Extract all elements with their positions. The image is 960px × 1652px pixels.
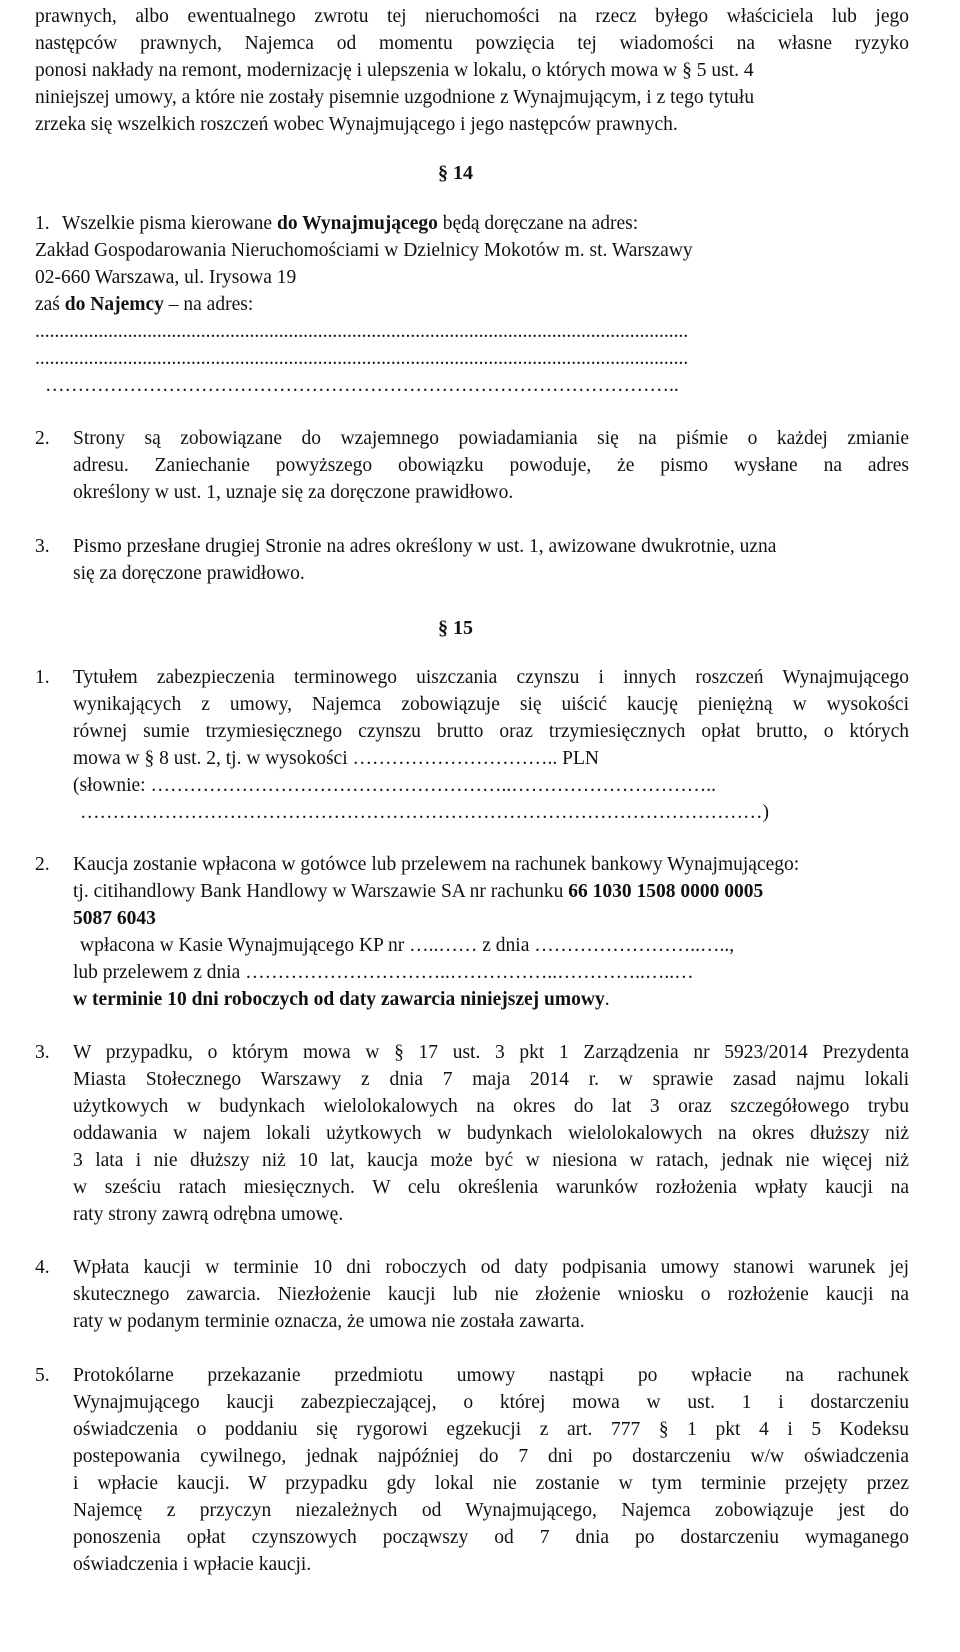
s15-item5-line2: Wynajmującego kaucji zabezpieczającej, o której mowa w ust. 1 i dostarczeniu xyxy=(73,1392,909,1413)
intro-line-1: prawnych, albo ewentualnego zwrotu tej nieruchomości na rzecz byłego właściciela lub jego xyxy=(35,6,909,27)
s15-item4-number: 4. xyxy=(35,1257,50,1278)
s14-item3-number: 3. xyxy=(35,536,50,557)
s15-item3-line5: 3 lata i nie dłuższy niż 10 lat, kaucja może być w niesiona w ratach, jednak nie więcej niż xyxy=(73,1150,909,1171)
s14-item2-line3: określony w ust. 1, uznaje się za doręczone prawidłowo. xyxy=(73,482,514,503)
intro-line-3: ponosi nakłady na remont, modernizację i ulepszenia w lokalu, o których mowa w § 5 ust. 4 xyxy=(35,60,754,81)
s15-item3-line6: w sześciu ratach miesięcznych. W celu określenia warunków rozłożenia wpłaty kaucji na xyxy=(73,1177,909,1198)
s15-item2-transfer-payment: lub przelewem z dnia …………………………..……………..…………..…..… xyxy=(73,962,694,983)
s14-item1-tenant-address: zaś do Najemcy – na adres: xyxy=(35,294,254,315)
s15-item1-line4: mowa w § 8 ust. 2, tj. w wysokości ………………………….. PLN xyxy=(73,748,599,769)
s15-item5-line1: Protokólarne przekazanie przedmiotu umowy nastąpi po wpłacie na rachunek xyxy=(73,1365,909,1386)
s14-item1-dots-3: …………………………………………………………………………………….. xyxy=(45,375,679,396)
s15-item4-line1: Wpłata kaucji w terminie 10 dni roboczych od daty podpisania umowy stanowi warunek jej xyxy=(73,1257,909,1278)
s15-item5-line5: i wpłacie kaucji. W przypadku gdy lokal nie zostanie w tym terminie przejęty przez xyxy=(73,1473,909,1494)
s15-item5-line8: oświadczenia i wpłacie kaucji. xyxy=(73,1554,312,1575)
s15-item2-deadline: w terminie 10 dni roboczych od daty zawarcia niniejszej umowy. xyxy=(73,989,610,1010)
s15-item2-number: 2. xyxy=(35,854,50,875)
s15-item2-account-end: 5087 6043 xyxy=(73,908,156,929)
intro-line-2: następców prawnych, Najemca od momentu powzięcia tej wiadomości na własne ryzyko xyxy=(35,33,909,54)
s15-item1-line2: wynikających z umowy, Najemca zobowiązuje się uiścić kaucję pieniężną w wysokości xyxy=(73,694,909,715)
s15-item2-line1: Kaucja zostanie wpłacona w gotówce lub przelewem na rachunek bankowy Wynajmującego: xyxy=(73,854,800,875)
s15-item3-line1: W przypadku, o którym mowa w § 17 ust. 3 pkt 1 Zarządzenia nr 5923/2014 Prezydenta xyxy=(73,1042,909,1063)
s15-item3-line7: raty strony zawrą odrębna umowę. xyxy=(73,1204,344,1225)
s15-item5-number: 5. xyxy=(35,1365,50,1386)
s14-item2-line1: Strony są zobowiązane do wzajemnego powiadamiania się na piśmie o każdej zmianie xyxy=(73,428,909,449)
s14-item1-address: Zakład Gospodarowania Nieruchomościami w Dzielnicy Mokotów m. st. Warszawy xyxy=(35,240,693,261)
s15-item3-number: 3. xyxy=(35,1042,50,1063)
s14-item1-line1: Wszelkie pisma kierowane do Wynajmującego będą doręczane na adres: xyxy=(62,213,639,234)
s15-item2-cash-payment: wpłacona w Kasie Wynajmującego KP nr …..…… z dnia ……………………..….., xyxy=(80,935,735,956)
s15-item4-line3: raty w podanym terminie oznacza, że umowa nie została zawarta. xyxy=(73,1311,585,1332)
section-15-heading: § 15 xyxy=(438,617,473,639)
s15-item1-line5: (słownie: ………………………………………………..………………………….. xyxy=(73,775,716,796)
section-14-heading: § 14 xyxy=(438,162,473,184)
intro-line-4: niniejszej umowy, a które nie zostały pisemnie uzgodnione z Wynajmującym, i z tego tytułu xyxy=(35,87,755,108)
intro-line-5: zrzeka się wszelkich roszczeń wobec Wynajmującego i jego następców prawnych. xyxy=(35,114,678,135)
s15-item4-line2: skutecznego zawarcia. Niezłożenie kaucji lub nie złożenie wniosku o rozłożenie kaucji na xyxy=(73,1284,909,1305)
s14-item1-dots-2: ...................................................................................................................................... xyxy=(35,348,689,369)
s15-item5-line4: postepowania cywilnego, jednak najpóźniej do 7 dni po dostarczeniu w/w oświadczenia xyxy=(73,1446,909,1467)
s15-item5-line7: ponoszenia opłat czynszowych począwszy od 7 dnia po dostarczeniu wymaganego xyxy=(73,1527,909,1548)
s15-item1-line1: Tytułem zabezpieczenia terminowego uiszczania czynszu i innych roszczeń Wynajmującego xyxy=(73,667,909,688)
s14-item2-number: 2. xyxy=(35,428,50,449)
s15-item5-line6: Najemcę z przyczyn niezależnych od Wynajmującego, Najemca zobowiązuje jest do xyxy=(73,1500,909,1521)
s15-item3-line3: użytkowych w budynkach wielolokalowych na okres do lat 3 oraz szczegółowego trybu xyxy=(73,1096,909,1117)
s15-item3-line2: Miasta Stołecznego Warszawy z dnia 7 maja 2014 r. w sprawie zasad najmu lokali xyxy=(73,1069,909,1090)
s14-item1-dots-1: ...................................................................................................................................... xyxy=(35,321,689,342)
s14-item3-line1: Pismo przesłane drugiej Stronie na adres określony w ust. 1, awizowane dwukrotnie, uzna xyxy=(73,536,777,557)
s15-item1-line3: równej sumie trzymiesięcznego czynszu brutto oraz trzymiesięcznych opłat brutto, o których xyxy=(73,721,909,742)
s15-item2-line2: tj. citihandlowy Bank Handlowy w Warszawie SA nr rachunku 66 1030 1508 0000 0005 xyxy=(73,881,764,902)
s15-item5-line3: oświadczenia o poddaniu się rygorowi egzekucji z art. 777 § 1 pkt 4 i 5 Kodeksu xyxy=(73,1419,909,1440)
s15-item1-line6: ……………………………………………………………………………………………) xyxy=(80,802,769,823)
s15-item1-number: 1. xyxy=(35,667,50,688)
s15-item3-line4: oddawania w najem lokali użytkowych w budynkach wielolokalowych na okres dłuższy niż xyxy=(73,1123,909,1144)
s14-item1-city: 02-660 Warszawa, ul. Irysowa 19 xyxy=(35,267,297,288)
s14-item1-number: 1. xyxy=(35,213,50,234)
s14-item2-line2: adresu. Zaniechanie powyższego obowiązku powoduje, że pismo wysłane na adres xyxy=(73,455,909,476)
s14-item3-line2: się za doręczone prawidłowo. xyxy=(73,563,305,584)
